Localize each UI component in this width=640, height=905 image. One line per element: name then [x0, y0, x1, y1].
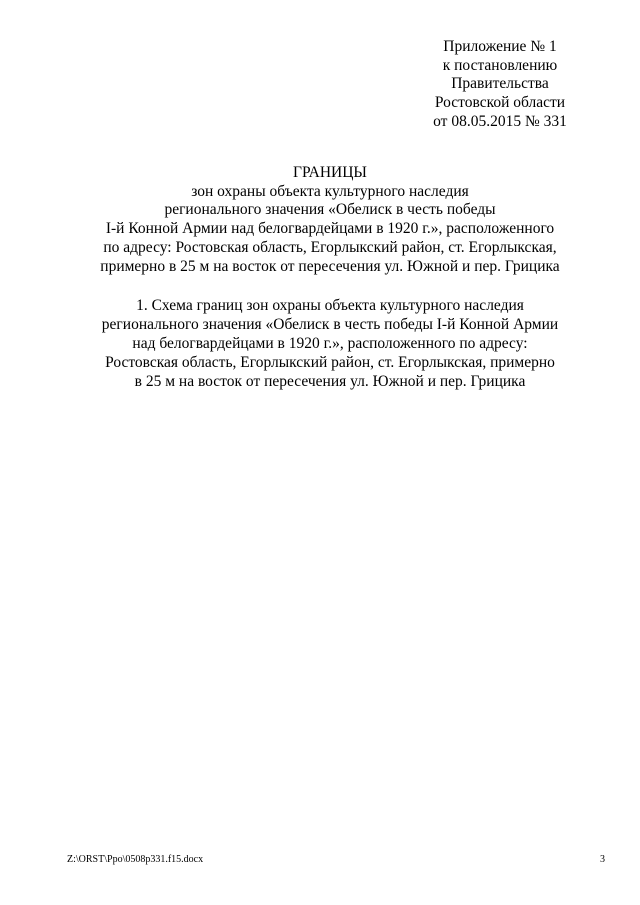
- paragraph-line: в 25 м на восток от пересечения ул. Южной и пер. Грицика: [134, 373, 526, 390]
- title-line: по адресу: Ростовская область, Егорлыкский район, ст. Егорлыкская,: [103, 238, 557, 256]
- paragraph-line: 1. Схема границ зон охраны объекта культурного наследия: [136, 297, 524, 314]
- title-line: регионального значения «Обелиск в честь победы: [164, 201, 496, 219]
- appendix-line: Ростовской области: [434, 94, 566, 112]
- section-1-paragraph: [60, 296, 600, 391]
- appendix-line: Правительства: [451, 75, 549, 93]
- title-line: I-й Конной Армии над белогвардейцами в 1920 г.», расположенного: [105, 220, 555, 238]
- appendix-line: Приложение № 1: [443, 38, 557, 55]
- title-line: примерно в 25 м на восток от пересечения ул. Южной и пер. Грицика: [100, 257, 560, 275]
- paragraph-line: регионального значения «Обелиск в честь победы I-й Конной Армии: [101, 316, 559, 333]
- paragraph-line: над белогвардейцами в 1920 г.», расположенного по адресу:: [132, 335, 528, 352]
- appendix-line: к постановлению: [442, 56, 558, 74]
- appendix-line: от 08.05.2015 № 331: [433, 112, 567, 130]
- title-line: зон охраны объекта культурного наследия: [191, 182, 469, 200]
- paragraph-line: Ростовская область, Егорлыкский район, ст. Егорлыкская, примерно: [105, 354, 555, 371]
- appendix-header: [420, 38, 580, 132]
- title-heading: ГРАНИЦЫ: [293, 164, 367, 181]
- page-number: 3: [600, 854, 605, 865]
- document-title: [60, 164, 600, 276]
- footer-file-path: Z:\ORST\Ppo\0508p331.f15.docx: [67, 854, 204, 865]
